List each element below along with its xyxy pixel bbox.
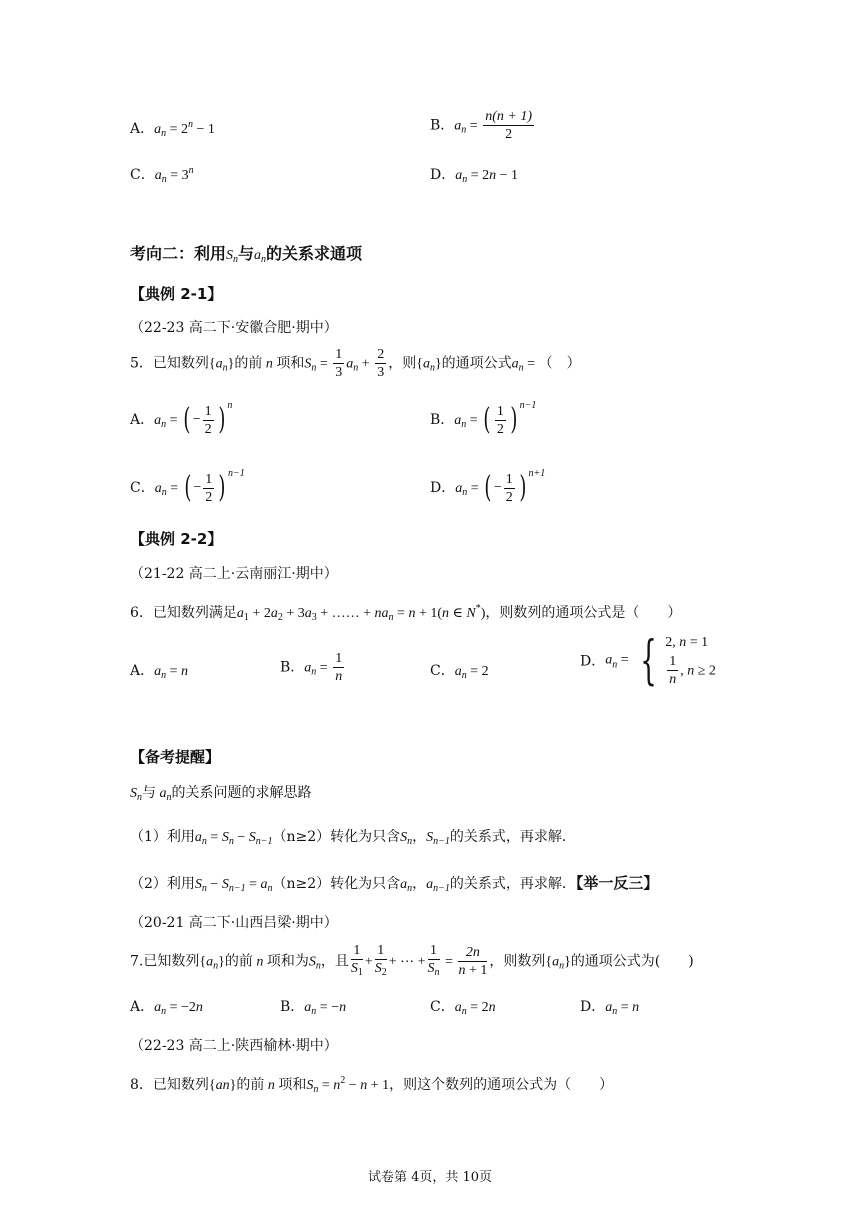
- q7-option-c: C．$a_n = 2n$: [430, 999, 496, 1017]
- reminder-line-1: $S_n$与 $a_n$的关系问题的求解思路: [130, 785, 312, 803]
- q5-option-b: B．$a_n$ = ( $\frac{1}{2}$ ) $^{n-1}$: [430, 400, 537, 437]
- reminder-tag: 【备考提醒】: [130, 748, 221, 766]
- example-2-1-source: （22-23 高二下·安徽合肥·期中）: [130, 320, 338, 336]
- example-2-2-source: （21-22 高二上·云南丽江·期中）: [130, 566, 338, 582]
- q7-option-a: A．$a_n = -2n$: [130, 999, 203, 1017]
- q4-option-b: B．$a_n$ = $\frac{n(n + 1)}{2}$: [430, 109, 532, 142]
- question-5: 5．已知数列$\{a_n\}$的前 n 项和$S_n$ = $\frac{1}{3}$ $a_n$ + $\frac{2}{3}$ ，则$\{a_n\}$的通项公式$a_n$ = （ ）: [130, 347, 581, 380]
- question-7: 7.已知数列$\{a_n\}$的前 n 项和为$S_n$，且 $\frac{1}{S_1}$ + $\frac{1}{S_2}$ + ⋯ + $\frac{1}{S_n}$ = $\frac{2n}{n + 1}$ ，则数列$\{a_n\}$的通项公式为( ): [130, 943, 694, 978]
- q7-source: （20-21 高二下·山西吕梁·期中）: [130, 915, 338, 931]
- q8-source: （22-23 高二上·陕西榆林·期中）: [130, 1038, 338, 1054]
- q6-option-c: C．$a_n = 2$: [430, 663, 489, 681]
- reminder-line-2: （1）利用$a_n = S_n - S_{n-1}(n\ge 2)$转化为只含$S_n$，$S_{n-1}$的关系式，再求解．: [130, 829, 576, 847]
- page-footer: 试卷第 4页，共 10页: [367, 1170, 493, 1185]
- q5-option-c: C．$a_n$ = ( − $\frac{1}{2}$ ) $^{n-1}$: [130, 468, 245, 505]
- q7-option-b: B．$a_n = -n$: [280, 999, 347, 1017]
- practice-tag: 【举一反三】: [575, 874, 659, 892]
- q5-option-a: A．$a_n$ = ( − $\frac{1}{2}$ ) $^n$: [130, 400, 233, 437]
- q6-option-b: B．$a_n$ = $\frac{1}{n}$: [280, 651, 343, 684]
- q6-option-d: D．$a_n$ = { 2, n = 1 $\frac{1}{n}$ , n ≥ 2: [580, 630, 716, 691]
- q4-option-a: A．$a_n = 2^n - 1$: [130, 119, 215, 139]
- example-2-2-tag: 【典例 2-2】: [130, 530, 223, 548]
- question-8: 8．已知数列{an}的前 n 项和$S_n = n^2 - n + 1$，则这个数列的通项公式为（ ）: [130, 1075, 614, 1095]
- reminder-line-3: （2）利用$S_n - S_{n-1} = a_n(n\ge 2)$转化为只含$a_n$，$a_{n-1}$的关系式，再求解．【举一反三】: [130, 874, 659, 894]
- section-heading: 考向二：利用$S_n$与$a_n$的关系求通项: [130, 244, 363, 265]
- q5-option-d: D．$a_n$ = ( − $\frac{1}{2}$ ) $^{n+1}$: [430, 468, 546, 505]
- q6-option-a: A．$a_n = n$: [130, 663, 189, 681]
- example-2-1-tag: 【典例 2-1】: [130, 285, 223, 303]
- question-6: 6．已知数列满足$a_1 + 2a_2 + 3a_3$ + …… + $na_n = n + 1(n$ ∈ N*)，则数列的通项公式是（ ）: [130, 603, 682, 623]
- q4-option-c: C．$a_n = 3^n$: [130, 165, 194, 185]
- q7-option-d: D．$a_n = n$: [580, 999, 640, 1017]
- q4-option-d: D．$a_n = 2n - 1$: [430, 167, 519, 185]
